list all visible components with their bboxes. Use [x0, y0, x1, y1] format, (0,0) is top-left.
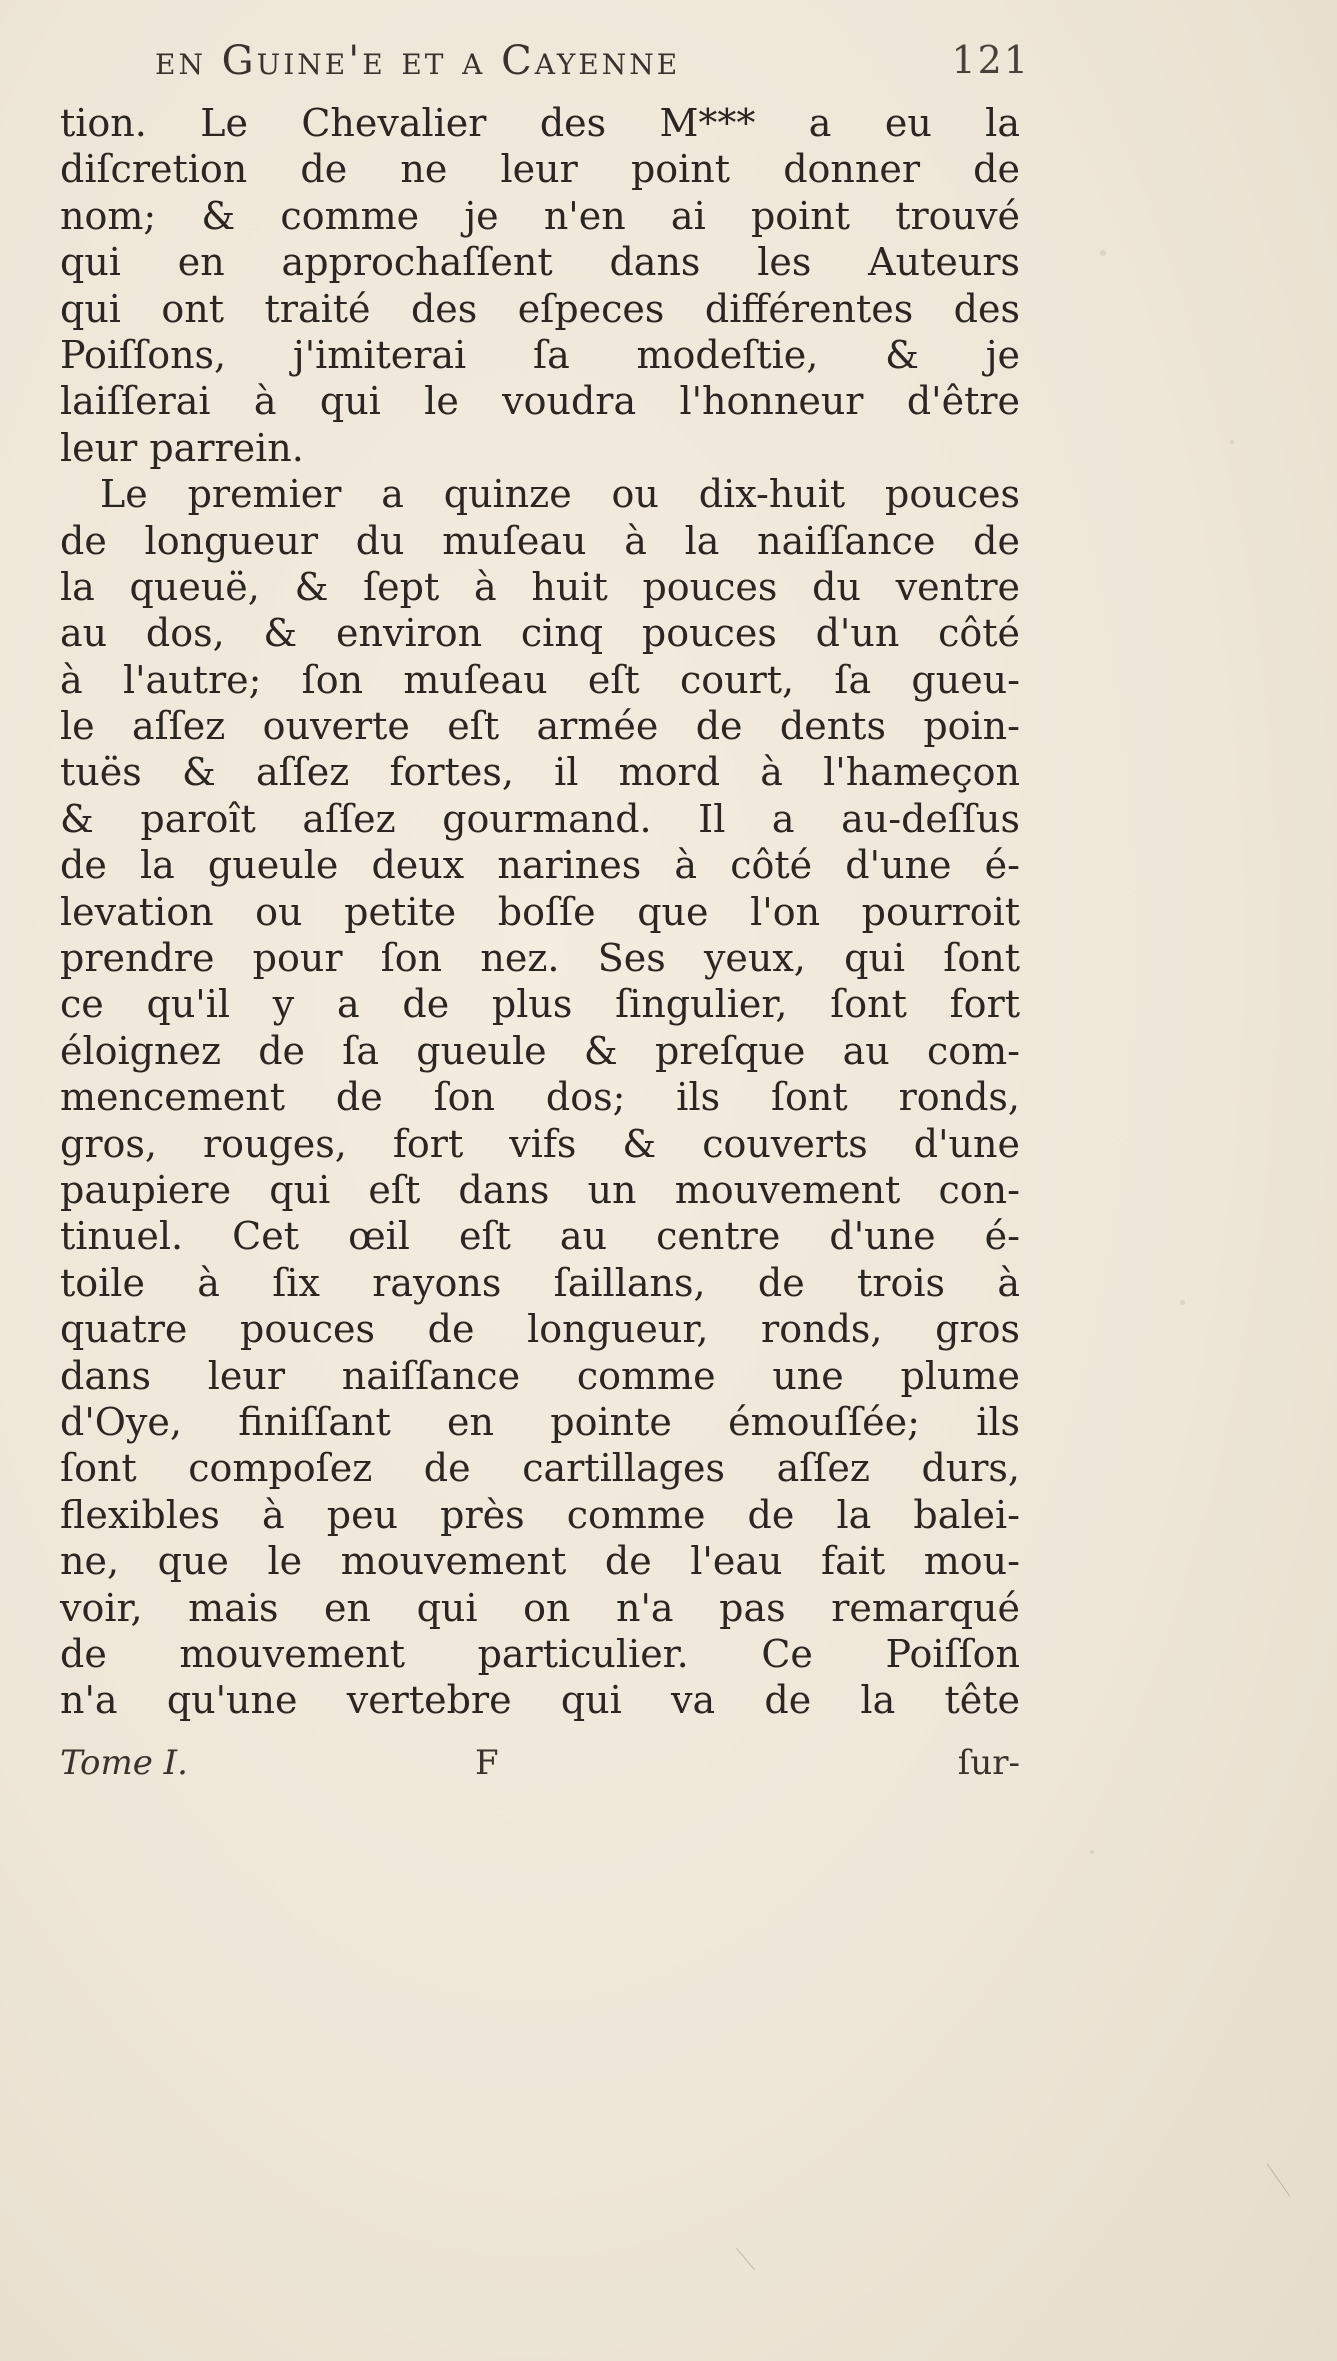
text-line: paupiere qui eſt dans un mouvement con-	[60, 1167, 1020, 1212]
text-line: dans leur naiſſance comme une plume	[60, 1353, 1020, 1398]
text-line: quatre pouces de longueur, ronds, gros	[60, 1307, 1020, 1352]
text-line: tuës & aſſez fortes, il mord à l'hameçon	[60, 750, 1020, 795]
text-line: éloignez de ſa gueule & preſque au com-	[60, 1028, 1020, 1073]
text-line: laiſſerai à qui le voudra l'honneur d'être	[60, 379, 1020, 424]
text-line: diſcretion de ne leur point donner de	[60, 147, 1020, 192]
text-line: & paroît aſſez gourmand. Il a au-deſſus	[60, 796, 1020, 841]
running-title: en Guine'e et a Cayenne	[155, 38, 681, 84]
text-line: à l'autre; ſon muſeau eſt court, ſa gueu-	[60, 657, 1020, 702]
paper-foxing-spot	[1230, 440, 1234, 444]
text-line: n'a qu'une vertebre qui va de la tête	[60, 1678, 1020, 1723]
signature-line	[60, 1740, 1020, 1786]
body-text	[60, 100, 1020, 1724]
text-line: flexibles à peu près comme de la balei-	[60, 1492, 1020, 1537]
text-line: d'Oye, finiſſant en pointe émouſſée; ils	[60, 1399, 1020, 1444]
text-line: mencement de ſon dos; ils ſont ronds,	[60, 1075, 1020, 1120]
text-line: tinuel. Cet œil eſt au centre d'une é-	[60, 1214, 1020, 1259]
paper-mark	[736, 2248, 755, 2270]
text-line: nom; & comme je n'en ai point trouvé	[60, 193, 1020, 238]
text-line: au dos, & environ cinq pouces d'un côté	[60, 611, 1020, 656]
text-line: tion. Le Chevalier des M*** a eu la	[60, 101, 1020, 145]
text-line: qui en approchaſſent dans les Auteurs	[60, 240, 1020, 285]
text-line: de la gueule deux narines à côté d'une é-	[60, 843, 1020, 888]
page-number: 121	[951, 38, 1030, 82]
folio-letter: F	[475, 1743, 499, 1783]
paper-foxing-spot	[1090, 1850, 1094, 1854]
text-line: prendre pour ſon nez. Ses yeux, qui ſont	[60, 936, 1020, 981]
catchword: ſur-	[957, 1743, 1020, 1783]
text-line: voir, mais en qui on n'a pas remarqué	[60, 1585, 1020, 1630]
text-line: Le premier a quinze ou dix-huit pouces	[100, 472, 1020, 517]
text-line: gros, rouges, fort vifs & couverts d'une	[60, 1121, 1020, 1166]
text-line: ſont compoſez de cartillages aſſez durs,	[60, 1446, 1020, 1491]
paper-mark	[1267, 2163, 1291, 2196]
text-line: la queuë, & ſept à huit pouces du ventre	[60, 564, 1020, 609]
text-line: le aſſez ouverte eſt armée de dents poin-	[60, 704, 1020, 749]
paper-foxing-spot	[1100, 250, 1106, 256]
text-line: ne, que le mouvement de l'eau fait mou-	[60, 1539, 1020, 1584]
running-head	[155, 38, 1030, 90]
text-line: Poiſſons, j'imiterai ſa modeſtie, & je	[60, 332, 1020, 377]
text-line: ce qu'il y a de plus ſingulier, ſont fort	[60, 982, 1020, 1027]
text-line: levation ou petite boſſe que l'on pourroit	[60, 889, 1020, 934]
text-line: toile à ſix rayons ſaillans, de trois à	[60, 1260, 1020, 1305]
text-line: leur parrein.	[60, 425, 304, 470]
paper-foxing-spot	[1180, 1300, 1185, 1305]
text-line: de mouvement particulier. Ce Poiſſon	[60, 1631, 1020, 1676]
signature-mark: Tome I.	[60, 1743, 188, 1783]
text-line: qui ont traité des eſpeces différentes des	[60, 286, 1020, 331]
text-line: de longueur du muſeau à la naiſſance de	[60, 518, 1020, 563]
